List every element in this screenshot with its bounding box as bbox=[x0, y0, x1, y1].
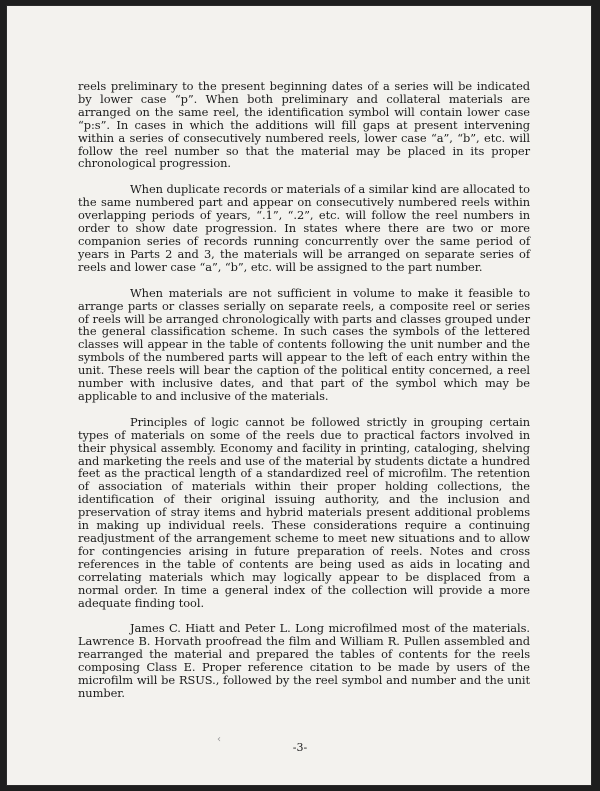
paragraph-composite-reels: When materials are not sufficient in volume to make it feasible to arrange parts or classes serially on separate reels, a composite reel or series of reels will be arranged chronologically with parts and classes grouped under the general classification scheme. In such cases the symbols of the lettered classes will appear in the table of contents following the unit number and the symbols of the numbered parts will appear to the left of each entry within the unit. These reels will bear the caption of the political entity concerned, a reel number with inclusive dates, and that part of the symbol which may be applicable to and inclusive of the materials. bbox=[78, 285, 530, 403]
paragraph-credits: James C. Hiatt and Peter L. Long microfilmed most of the materials. Lawrence B. Horvath proofread the film and William R. Pullen assembled and rearranged the material and prepared the tables of contents for the reels composing Class E. Proper reference citation to be made by users of the microfilm will be RSUS., followed by the reel symbol and number and the unit number. bbox=[78, 621, 530, 700]
document-body bbox=[78, 80, 530, 713]
page-number: -3- bbox=[292, 741, 308, 754]
document-page bbox=[6, 5, 592, 786]
paragraph-reel-suffixes: reels preliminary to the present beginning dates of a series will be indicated by lower case “p”. When both preliminary and collateral materials are arranged on the same reel, the identification symbol will contain lower case “p:s”. In cases in which the additions will fill gaps at present intervening within a series of consecutively numbered reels, lower case “a”, “b”, etc. will follow the reel number so that the material may be placed in its proper chronological progression. bbox=[78, 79, 530, 171]
paragraph-principles-of-logic: Principles of logic cannot be followed strictly in grouping certain types of materials on some of the reels due to practical factors involved in their physical assembly. Economy and facility in printing, cataloging, shelving and marketing the reels and use of the material by students dictate a hundred feet as the practical length of a standardized reel of microfilm. The retention of association of materials within their proper holding collections, the identification of their original issuing authority, and the inclusion and preservation of stray items and hybrid materials present additional problems in making up individual reels. These considerations require a continuing readjustment of the arrangement scheme to meet new situations and to allow for contingencies arising in future preparation of reels. Notes and cross references in the table of contents are being used as aids in locating and correlating materials which may logically appear to be displaced from a normal order. In time a general index of the collection will provide a more adequate finding tool. bbox=[78, 414, 530, 610]
paragraph-duplicate-records: When duplicate records or materials of a similar kind are allocated to the same numbered part and appear on consecutively numbered reels within overlapping periods of years, “.1”, “.2”, etc. will follow the reel numbers in order to show date progression. In states where there are two or more companion series of records running concurrently over the same period of years in Parts 2 and 3, the materials will be arranged on separate series of reels and lower case “a”, “b”, etc. will be assigned to the part number. bbox=[78, 182, 530, 274]
scan-mark-icon: ‹ bbox=[217, 734, 221, 745]
